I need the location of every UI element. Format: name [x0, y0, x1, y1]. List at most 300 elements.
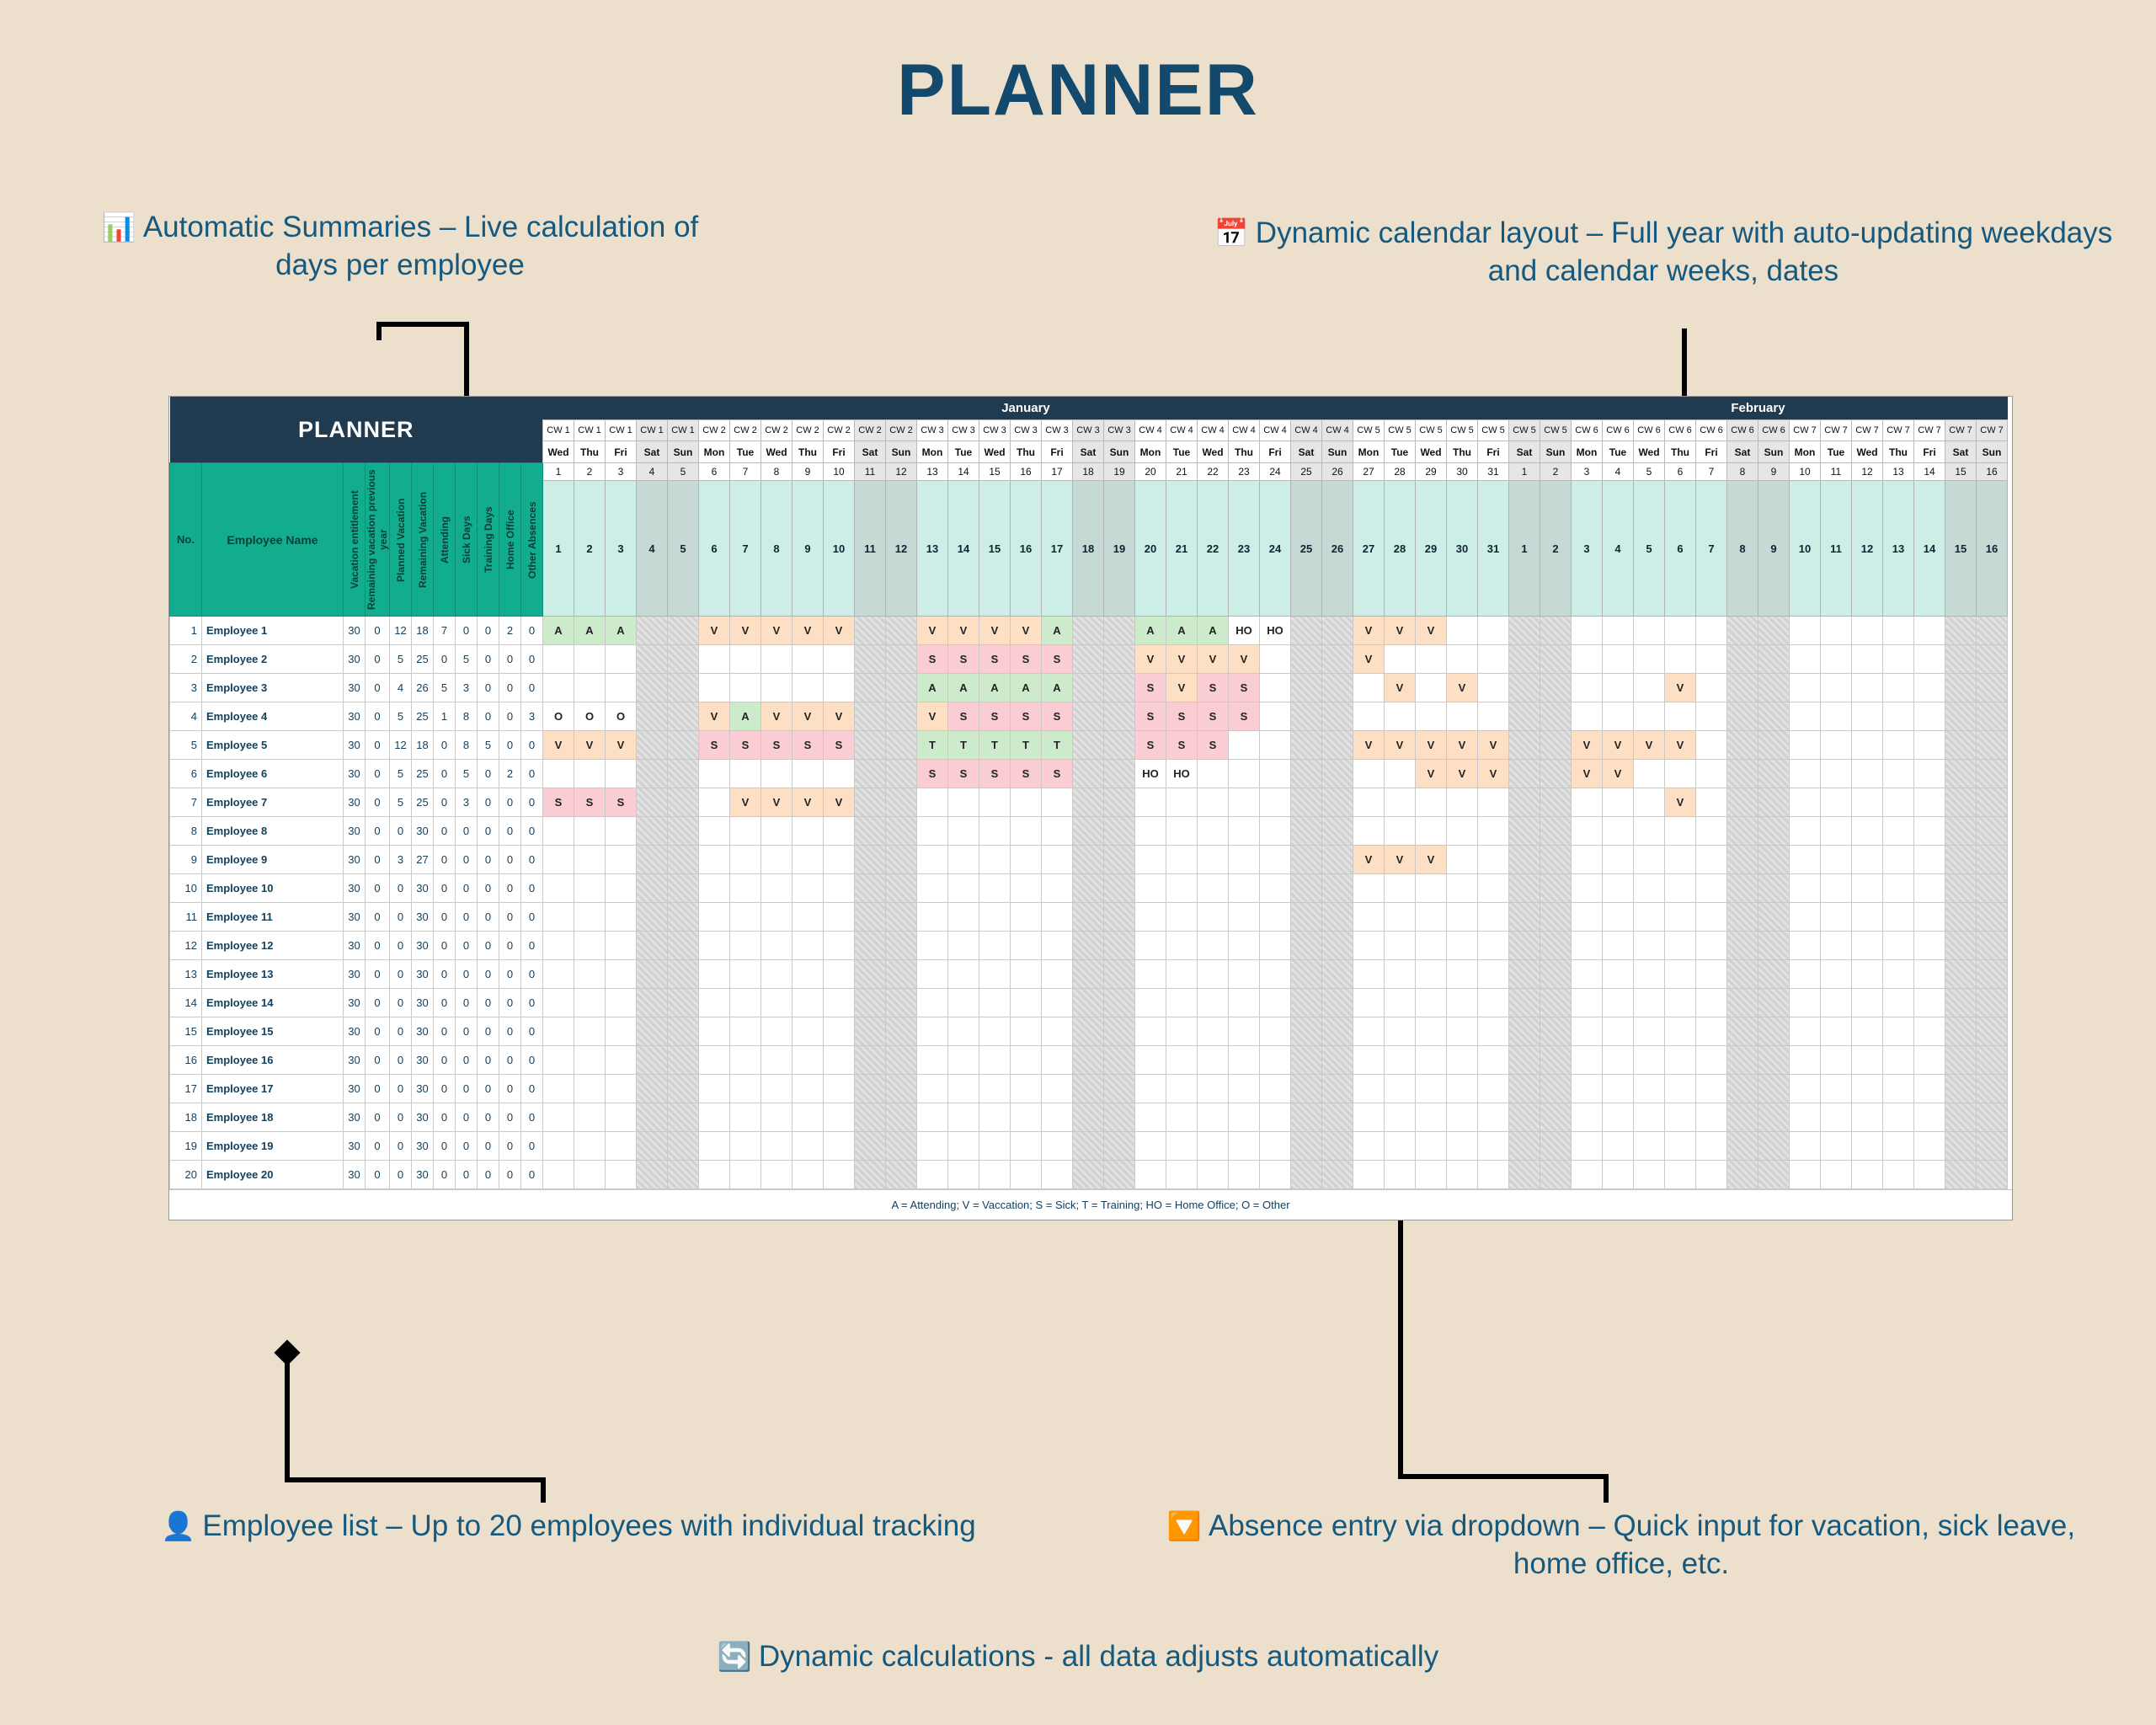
day-cell[interactable]	[979, 960, 1011, 989]
day-cell[interactable]: V	[792, 788, 824, 817]
day-cell[interactable]	[730, 1046, 761, 1075]
day-cell[interactable]: V	[917, 617, 948, 645]
day-cell[interactable]	[1790, 1046, 1821, 1075]
day-cell[interactable]	[1478, 846, 1509, 874]
day-cell[interactable]	[855, 1161, 886, 1189]
day-cell[interactable]	[1198, 1103, 1229, 1132]
day-cell[interactable]	[1509, 1075, 1540, 1103]
day-cell[interactable]	[1291, 674, 1322, 702]
day-cell[interactable]	[1727, 645, 1758, 674]
day-cell[interactable]	[1758, 1046, 1790, 1075]
day-cell[interactable]	[1198, 760, 1229, 788]
day-cell[interactable]	[1603, 1017, 1634, 1046]
day-cell[interactable]	[917, 989, 948, 1017]
day-cell[interactable]: V	[730, 617, 761, 645]
day-cell[interactable]	[1852, 989, 1883, 1017]
day-cell[interactable]	[730, 874, 761, 903]
employee-name-cell[interactable]: Employee 2	[202, 645, 344, 674]
table-row[interactable]	[170, 1103, 2008, 1132]
day-cell[interactable]	[824, 645, 855, 674]
day-cell[interactable]	[1447, 788, 1478, 817]
day-cell[interactable]	[917, 960, 948, 989]
day-cell[interactable]	[1509, 617, 1540, 645]
day-cell[interactable]	[1977, 817, 2008, 846]
day-cell[interactable]	[543, 1103, 574, 1132]
day-cell[interactable]	[1758, 674, 1790, 702]
day-cell[interactable]	[1073, 702, 1104, 731]
day-cell[interactable]	[1572, 903, 1603, 932]
day-cell[interactable]: V	[1665, 674, 1696, 702]
day-cell[interactable]	[1416, 874, 1447, 903]
day-cell[interactable]	[824, 674, 855, 702]
day-cell[interactable]	[886, 674, 917, 702]
day-cell[interactable]	[1104, 1103, 1135, 1132]
day-cell[interactable]	[792, 1017, 824, 1046]
day-cell[interactable]	[1665, 617, 1696, 645]
day-cell[interactable]	[1229, 1017, 1260, 1046]
day-cell[interactable]	[1852, 1075, 1883, 1103]
table-row[interactable]	[170, 1046, 2008, 1075]
day-cell[interactable]	[699, 1017, 730, 1046]
day-cell[interactable]	[1198, 1017, 1229, 1046]
day-cell[interactable]	[668, 645, 699, 674]
day-cell[interactable]	[761, 989, 792, 1017]
day-cell[interactable]	[1914, 874, 1945, 903]
day-cell[interactable]	[855, 760, 886, 788]
day-cell[interactable]	[1166, 1132, 1198, 1161]
day-cell[interactable]	[979, 903, 1011, 932]
day-cell[interactable]	[886, 702, 917, 731]
day-cell[interactable]	[1758, 1161, 1790, 1189]
day-cell[interactable]	[1852, 1017, 1883, 1046]
day-cell[interactable]	[1260, 989, 1291, 1017]
day-cell[interactable]	[1447, 903, 1478, 932]
day-cell[interactable]: V	[699, 702, 730, 731]
day-cell[interactable]	[1416, 817, 1447, 846]
day-cell[interactable]	[886, 989, 917, 1017]
day-cell[interactable]	[855, 731, 886, 760]
day-cell[interactable]	[668, 932, 699, 960]
day-cell[interactable]: S	[1166, 731, 1198, 760]
day-cell[interactable]	[886, 960, 917, 989]
day-cell[interactable]: O	[606, 702, 637, 731]
day-cell[interactable]	[1945, 989, 1977, 1017]
day-cell[interactable]	[1572, 932, 1603, 960]
table-row[interactable]	[170, 1017, 2008, 1046]
day-cell[interactable]	[637, 1103, 668, 1132]
day-cell[interactable]	[1790, 645, 1821, 674]
day-cell[interactable]	[1260, 932, 1291, 960]
day-cell[interactable]	[1883, 731, 1914, 760]
day-cell[interactable]	[761, 960, 792, 989]
day-cell[interactable]	[1291, 702, 1322, 731]
day-cell[interactable]	[1945, 960, 1977, 989]
day-cell[interactable]	[1883, 1075, 1914, 1103]
day-cell[interactable]	[699, 932, 730, 960]
day-cell[interactable]	[886, 846, 917, 874]
day-cell[interactable]	[1198, 903, 1229, 932]
day-cell[interactable]	[855, 846, 886, 874]
day-cell[interactable]	[824, 1075, 855, 1103]
day-cell[interactable]	[948, 846, 979, 874]
day-cell[interactable]	[1945, 1161, 1977, 1189]
day-cell[interactable]	[1166, 932, 1198, 960]
day-cell[interactable]	[1291, 846, 1322, 874]
day-cell[interactable]	[1790, 674, 1821, 702]
day-cell[interactable]	[1478, 617, 1509, 645]
day-cell[interactable]	[1416, 1075, 1447, 1103]
day-cell[interactable]	[1198, 817, 1229, 846]
day-cell[interactable]	[1914, 1075, 1945, 1103]
day-cell[interactable]	[1852, 702, 1883, 731]
day-cell[interactable]	[1852, 617, 1883, 645]
day-cell[interactable]	[1790, 846, 1821, 874]
day-cell[interactable]	[668, 989, 699, 1017]
table-row[interactable]	[170, 1161, 2008, 1189]
table-row[interactable]	[170, 903, 2008, 932]
day-cell[interactable]	[1073, 1075, 1104, 1103]
day-cell[interactable]: T	[948, 731, 979, 760]
day-cell[interactable]	[1509, 1103, 1540, 1132]
day-cell[interactable]	[1540, 674, 1572, 702]
day-cell[interactable]	[948, 788, 979, 817]
day-cell[interactable]	[1977, 874, 2008, 903]
day-cell[interactable]	[1447, 1161, 1478, 1189]
day-cell[interactable]	[1665, 903, 1696, 932]
day-cell[interactable]	[979, 1046, 1011, 1075]
day-cell[interactable]	[1696, 1103, 1727, 1132]
day-cell[interactable]	[1821, 817, 1852, 846]
day-cell[interactable]	[824, 760, 855, 788]
day-cell[interactable]	[1696, 817, 1727, 846]
day-cell[interactable]	[948, 1103, 979, 1132]
day-cell[interactable]	[1447, 960, 1478, 989]
day-cell[interactable]	[1260, 674, 1291, 702]
day-cell[interactable]	[1790, 989, 1821, 1017]
day-cell[interactable]	[1603, 1046, 1634, 1075]
day-cell[interactable]	[1603, 846, 1634, 874]
day-cell[interactable]	[1665, 817, 1696, 846]
day-cell[interactable]	[1945, 1132, 1977, 1161]
day-cell[interactable]	[637, 903, 668, 932]
day-cell[interactable]	[855, 788, 886, 817]
day-cell[interactable]	[1322, 846, 1353, 874]
day-cell[interactable]	[1260, 760, 1291, 788]
day-cell[interactable]	[792, 989, 824, 1017]
day-cell[interactable]	[886, 874, 917, 903]
day-cell[interactable]	[1572, 1161, 1603, 1189]
day-cell[interactable]	[1478, 932, 1509, 960]
day-cell[interactable]	[1790, 1161, 1821, 1189]
table-row[interactable]	[170, 817, 2008, 846]
day-cell[interactable]	[1385, 1017, 1416, 1046]
day-cell[interactable]	[1042, 1103, 1073, 1132]
day-cell[interactable]	[1166, 903, 1198, 932]
day-cell[interactable]	[1821, 1017, 1852, 1046]
day-cell[interactable]	[1540, 817, 1572, 846]
day-cell[interactable]	[979, 1103, 1011, 1132]
day-cell[interactable]	[761, 1132, 792, 1161]
day-cell[interactable]	[1322, 1132, 1353, 1161]
day-cell[interactable]: V	[1135, 645, 1166, 674]
day-cell[interactable]	[979, 817, 1011, 846]
day-cell[interactable]	[1166, 788, 1198, 817]
day-cell[interactable]: S	[1198, 674, 1229, 702]
day-cell[interactable]	[1166, 1103, 1198, 1132]
day-cell[interactable]	[1914, 1017, 1945, 1046]
day-cell[interactable]	[1634, 1132, 1665, 1161]
day-cell[interactable]	[1665, 846, 1696, 874]
day-cell[interactable]	[1353, 788, 1385, 817]
day-cell[interactable]	[1914, 846, 1945, 874]
employee-name-cell[interactable]: Employee 12	[202, 932, 344, 960]
day-cell[interactable]	[824, 989, 855, 1017]
day-cell[interactable]	[1509, 817, 1540, 846]
day-cell[interactable]	[606, 960, 637, 989]
day-cell[interactable]	[1914, 989, 1945, 1017]
day-cell[interactable]	[855, 645, 886, 674]
day-cell[interactable]	[1696, 874, 1727, 903]
day-cell[interactable]	[1945, 1075, 1977, 1103]
day-cell[interactable]	[979, 1132, 1011, 1161]
day-cell[interactable]	[1509, 846, 1540, 874]
day-cell[interactable]	[606, 903, 637, 932]
day-cell[interactable]	[1229, 903, 1260, 932]
day-cell[interactable]	[1945, 674, 1977, 702]
day-cell[interactable]	[668, 846, 699, 874]
day-cell[interactable]	[1883, 989, 1914, 1017]
day-cell[interactable]	[1416, 1161, 1447, 1189]
day-cell[interactable]	[1291, 760, 1322, 788]
day-cell[interactable]	[1416, 1132, 1447, 1161]
day-cell[interactable]	[1727, 1103, 1758, 1132]
day-cell[interactable]: S	[543, 788, 574, 817]
day-cell[interactable]	[543, 817, 574, 846]
day-cell[interactable]	[1883, 1017, 1914, 1046]
day-cell[interactable]: S	[948, 760, 979, 788]
day-cell[interactable]	[1011, 846, 1042, 874]
day-cell[interactable]	[543, 1132, 574, 1161]
day-cell[interactable]	[1852, 645, 1883, 674]
day-cell[interactable]	[1572, 674, 1603, 702]
day-cell[interactable]	[1696, 1161, 1727, 1189]
day-cell[interactable]	[574, 1046, 606, 1075]
day-cell[interactable]	[1758, 960, 1790, 989]
day-cell[interactable]	[1945, 788, 1977, 817]
day-cell[interactable]	[1727, 1132, 1758, 1161]
day-cell[interactable]	[948, 1161, 979, 1189]
day-cell[interactable]: V	[1447, 760, 1478, 788]
day-cell[interactable]	[1042, 960, 1073, 989]
day-cell[interactable]	[855, 1103, 886, 1132]
day-cell[interactable]	[1198, 1075, 1229, 1103]
day-cell[interactable]	[1104, 960, 1135, 989]
employee-name-cell[interactable]: Employee 14	[202, 989, 344, 1017]
day-cell[interactable]	[855, 817, 886, 846]
day-cell[interactable]	[1758, 1103, 1790, 1132]
day-cell[interactable]	[1073, 1132, 1104, 1161]
day-cell[interactable]	[1135, 932, 1166, 960]
day-cell[interactable]	[1229, 760, 1260, 788]
day-cell[interactable]: V	[948, 617, 979, 645]
day-cell[interactable]	[1385, 1103, 1416, 1132]
day-cell[interactable]: V	[1385, 674, 1416, 702]
day-cell[interactable]	[761, 1103, 792, 1132]
day-cell[interactable]	[1322, 874, 1353, 903]
day-cell[interactable]	[1914, 932, 1945, 960]
day-cell[interactable]	[1073, 617, 1104, 645]
day-cell[interactable]	[1042, 874, 1073, 903]
day-cell[interactable]	[1634, 788, 1665, 817]
day-cell[interactable]	[1914, 817, 1945, 846]
day-cell[interactable]	[543, 874, 574, 903]
day-cell[interactable]	[792, 1103, 824, 1132]
day-cell[interactable]	[1977, 989, 2008, 1017]
day-cell[interactable]	[792, 674, 824, 702]
day-cell[interactable]: A	[730, 702, 761, 731]
day-cell[interactable]	[574, 1103, 606, 1132]
day-cell[interactable]	[1322, 1103, 1353, 1132]
day-cell[interactable]	[1447, 645, 1478, 674]
day-cell[interactable]	[1322, 702, 1353, 731]
day-cell[interactable]	[1509, 731, 1540, 760]
day-cell[interactable]	[1634, 960, 1665, 989]
day-cell[interactable]	[1665, 989, 1696, 1017]
day-cell[interactable]	[1603, 1132, 1634, 1161]
day-cell[interactable]	[1198, 989, 1229, 1017]
day-cell[interactable]	[1385, 932, 1416, 960]
day-cell[interactable]: S	[979, 702, 1011, 731]
day-cell[interactable]: V	[1198, 645, 1229, 674]
day-cell[interactable]	[855, 989, 886, 1017]
day-cell[interactable]	[1914, 960, 1945, 989]
day-cell[interactable]	[1353, 960, 1385, 989]
day-cell[interactable]	[699, 1161, 730, 1189]
day-cell[interactable]	[668, 1161, 699, 1189]
day-cell[interactable]	[917, 903, 948, 932]
day-cell[interactable]	[1727, 817, 1758, 846]
day-cell[interactable]	[668, 760, 699, 788]
day-cell[interactable]	[1509, 702, 1540, 731]
day-cell[interactable]	[1758, 617, 1790, 645]
day-cell[interactable]	[1447, 1132, 1478, 1161]
day-cell[interactable]: V	[1353, 846, 1385, 874]
day-cell[interactable]	[1914, 788, 1945, 817]
day-cell[interactable]	[606, 817, 637, 846]
day-cell[interactable]	[1696, 760, 1727, 788]
day-cell[interactable]	[1073, 1017, 1104, 1046]
day-cell[interactable]	[1260, 788, 1291, 817]
day-cell[interactable]	[1073, 1046, 1104, 1075]
day-cell[interactable]	[1977, 645, 2008, 674]
day-cell[interactable]	[1353, 1161, 1385, 1189]
day-cell[interactable]	[1696, 903, 1727, 932]
day-cell[interactable]: S	[1011, 760, 1042, 788]
day-cell[interactable]	[1042, 846, 1073, 874]
day-cell[interactable]	[1011, 1161, 1042, 1189]
day-cell[interactable]: S	[1135, 702, 1166, 731]
day-cell[interactable]	[1011, 788, 1042, 817]
day-cell[interactable]	[699, 960, 730, 989]
day-cell[interactable]	[1977, 1075, 2008, 1103]
day-cell[interactable]	[1198, 1132, 1229, 1161]
day-cell[interactable]	[1322, 1161, 1353, 1189]
day-cell[interactable]	[1883, 788, 1914, 817]
day-cell[interactable]	[1135, 1161, 1166, 1189]
day-cell[interactable]	[1166, 846, 1198, 874]
day-cell[interactable]	[824, 960, 855, 989]
day-cell[interactable]	[917, 1161, 948, 1189]
day-cell[interactable]: V	[1665, 731, 1696, 760]
day-cell[interactable]	[637, 702, 668, 731]
day-cell[interactable]	[824, 817, 855, 846]
day-cell[interactable]	[574, 960, 606, 989]
day-cell[interactable]	[699, 874, 730, 903]
day-cell[interactable]	[1322, 674, 1353, 702]
table-row[interactable]	[170, 874, 2008, 903]
day-cell[interactable]: V	[1416, 617, 1447, 645]
day-cell[interactable]	[1603, 1075, 1634, 1103]
day-cell[interactable]	[1135, 1075, 1166, 1103]
day-cell[interactable]	[637, 874, 668, 903]
day-cell[interactable]	[1603, 674, 1634, 702]
day-cell[interactable]	[730, 760, 761, 788]
day-cell[interactable]	[1166, 1161, 1198, 1189]
day-cell[interactable]	[1385, 645, 1416, 674]
day-cell[interactable]	[1665, 874, 1696, 903]
day-cell[interactable]	[574, 1132, 606, 1161]
day-cell[interactable]: S	[1042, 645, 1073, 674]
day-cell[interactable]: A	[1011, 674, 1042, 702]
day-cell[interactable]	[917, 1103, 948, 1132]
day-cell[interactable]	[1727, 903, 1758, 932]
day-cell[interactable]	[1011, 1075, 1042, 1103]
day-cell[interactable]	[1416, 1046, 1447, 1075]
day-cell[interactable]	[606, 760, 637, 788]
day-cell[interactable]	[886, 760, 917, 788]
day-cell[interactable]	[606, 1075, 637, 1103]
day-cell[interactable]	[1291, 1046, 1322, 1075]
day-cell[interactable]	[1509, 674, 1540, 702]
day-cell[interactable]	[1883, 1132, 1914, 1161]
day-cell[interactable]	[1166, 874, 1198, 903]
day-cell[interactable]	[917, 1017, 948, 1046]
day-cell[interactable]	[1852, 903, 1883, 932]
employee-name-cell[interactable]: Employee 10	[202, 874, 344, 903]
day-cell[interactable]	[1104, 702, 1135, 731]
day-cell[interactable]	[730, 846, 761, 874]
day-cell[interactable]	[1883, 960, 1914, 989]
day-cell[interactable]: V	[1447, 731, 1478, 760]
day-cell[interactable]	[1229, 788, 1260, 817]
day-cell[interactable]	[886, 1132, 917, 1161]
day-cell[interactable]	[1260, 731, 1291, 760]
day-cell[interactable]	[1945, 617, 1977, 645]
day-cell[interactable]	[1353, 903, 1385, 932]
employee-name-cell[interactable]: Employee 16	[202, 1046, 344, 1075]
day-cell[interactable]	[886, 903, 917, 932]
day-cell[interactable]	[1135, 788, 1166, 817]
day-cell[interactable]	[948, 1132, 979, 1161]
day-cell[interactable]	[1198, 960, 1229, 989]
day-cell[interactable]	[948, 1017, 979, 1046]
day-cell[interactable]	[1447, 1075, 1478, 1103]
day-cell[interactable]: S	[761, 731, 792, 760]
day-cell[interactable]	[792, 903, 824, 932]
day-cell[interactable]	[855, 903, 886, 932]
day-cell[interactable]	[1852, 788, 1883, 817]
day-cell[interactable]	[1945, 1046, 1977, 1075]
